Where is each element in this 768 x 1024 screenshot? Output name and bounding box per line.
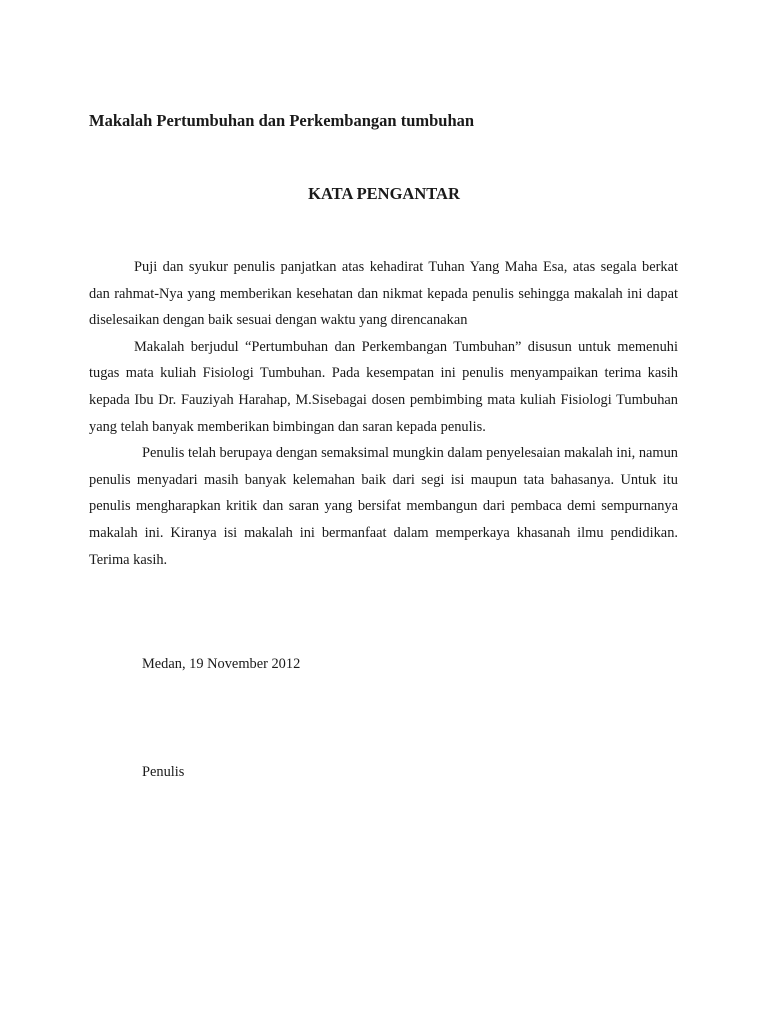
closing-signature: Penulis <box>142 764 185 780</box>
paragraph-3: Penulis telah berupaya dengan semaksimal mungkin dalam penyelesaian makalah ini, namun penulis menyadari masih banyak kelemahan baik dari segi isi maupun tata bahasanya. Untuk itu penulis mengharapkan kritik dan saran yang bersifat membangun dari pembaca demi sempurnanya makalah ini. Kiranya isi makalah ini bermanfaat dalam memperkaya khasanah ilmu pendidikan. Terima kasih. <box>89 445 678 568</box>
body-text <box>89 254 678 573</box>
closing-place-date: Medan, 19 November 2012 <box>142 656 301 672</box>
document-title: Makalah Pertumbuhan dan Perkembangan tumbuhan <box>89 111 475 130</box>
paragraph-2: Makalah berjudul “Pertumbuhan dan Perkembangan Tumbuhan” disusun untuk memenuhi tugas mata kuliah Fisiologi Tumbuhan. Pada kesempatan ini penulis menyampaikan terima kasih kepada Ibu Dr. Fauziyah Harahap, M.Sisebagai dosen pembimbing mata kuliah Fisiologi Tumbuhan yang telah banyak memberikan bimbingan dan saran kepada penulis. <box>89 338 678 435</box>
section-heading: KATA PENGANTAR <box>308 184 460 203</box>
paragraph-1: Puji dan syukur penulis panjatkan atas kehadirat Tuhan Yang Maha Esa, atas segala berkat dan rahmat-Nya yang memberikan kesehatan dan nikmat kepada penulis sehingga makalah ini dapat diselesaikan dengan baik sesuai dengan waktu yang direncanakan <box>89 259 678 329</box>
